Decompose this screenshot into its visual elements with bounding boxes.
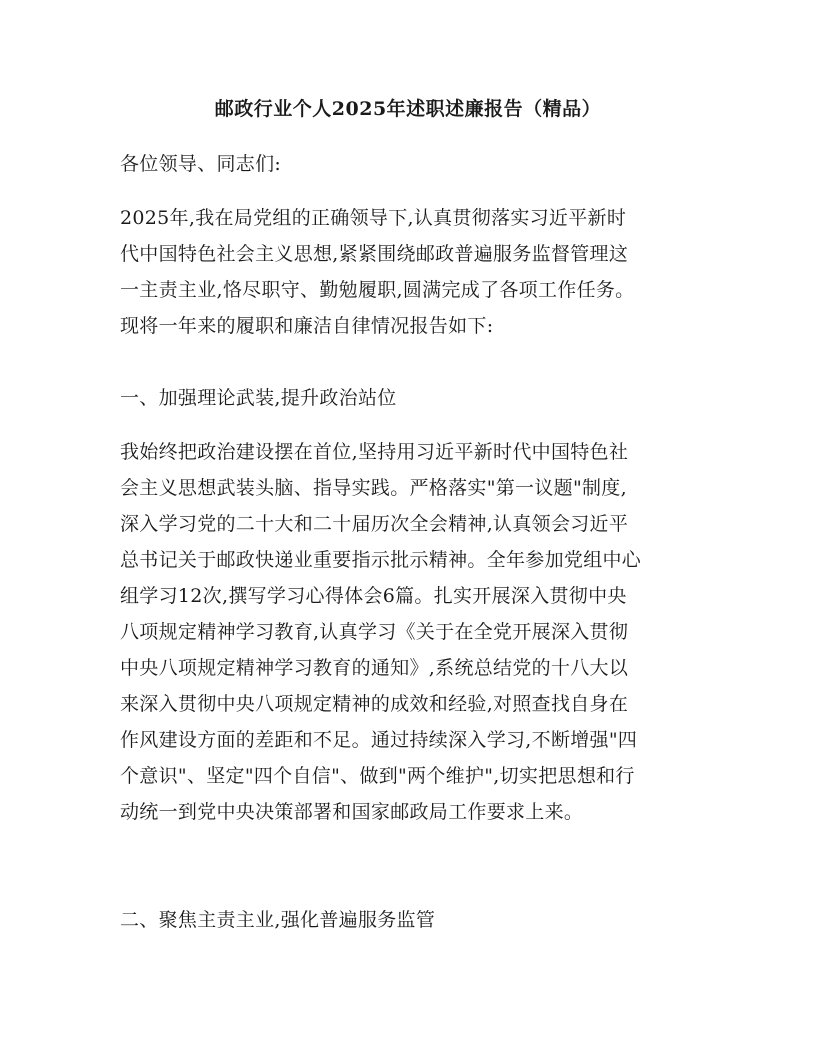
paragraph-line: 作风建设方面的差距和不足。通过持续深入学习,不断增强"四 — [120, 729, 638, 751]
paragraph-line: 我始终把政治建设摆在首位,坚持用习近平新时代中国特色社 — [120, 441, 629, 463]
paragraph-line: 现将一年来的履职和廉洁自律情况报告如下: — [120, 315, 494, 337]
paragraph-line: 会主义思想武装头脑、指导实践。严格落实"第一议题"制度, — [120, 477, 627, 499]
salutation: 各位领导、同志们: — [120, 153, 282, 175]
section-heading-2: 二、聚焦主责主业,强化普遍服务监管 — [120, 909, 436, 931]
paragraph-line: 总书记关于邮政快递业重要指示批示精神。全年参加党组中心 — [120, 549, 642, 571]
paragraph-line: 2025年,我在局党组的正确领导下,认真贯彻落实习近平新时 — [120, 207, 627, 229]
paragraph-line: 动统一到党中央决策部署和国家邮政局工作要求上来。 — [120, 801, 584, 823]
section-1-paragraph — [120, 434, 700, 830]
paragraph-line: 个意识"、坚定"四个自信"、做到"两个维护",切实把思想和行 — [120, 765, 635, 787]
paragraph-line: 来深入贯彻中央八项规定精神的成效和经验,对照查找自身在 — [120, 693, 629, 715]
paragraph-line: 中央八项规定精神学习教育的通知》,系统总结党的十八大以 — [120, 657, 629, 679]
document-title: 邮政行业个人2025年述职述廉报告（精品） — [214, 98, 602, 120]
paragraph-line: 一主责主业,恪尽职守、勤勉履职,圆满完成了各项工作任务。 — [120, 279, 635, 301]
paragraph-line: 深入学习党的二十大和二十届历次全会精神,认真领会习近平 — [120, 513, 629, 535]
intro-paragraph — [120, 200, 700, 344]
section-heading-1: 一、加强理论武装,提升政治站位 — [120, 387, 397, 409]
paragraph-line: 代中国特色社会主义思想,紧紧围绕邮政普遍服务监督管理这 — [120, 243, 629, 265]
paragraph-line: 八项规定精神学习教育,认真学习《关于在全党开展深入贯彻 — [120, 621, 629, 643]
paragraph-line: 组学习12次,撰写学习心得体会6篇。扎实开展深入贯彻中央 — [120, 585, 627, 607]
